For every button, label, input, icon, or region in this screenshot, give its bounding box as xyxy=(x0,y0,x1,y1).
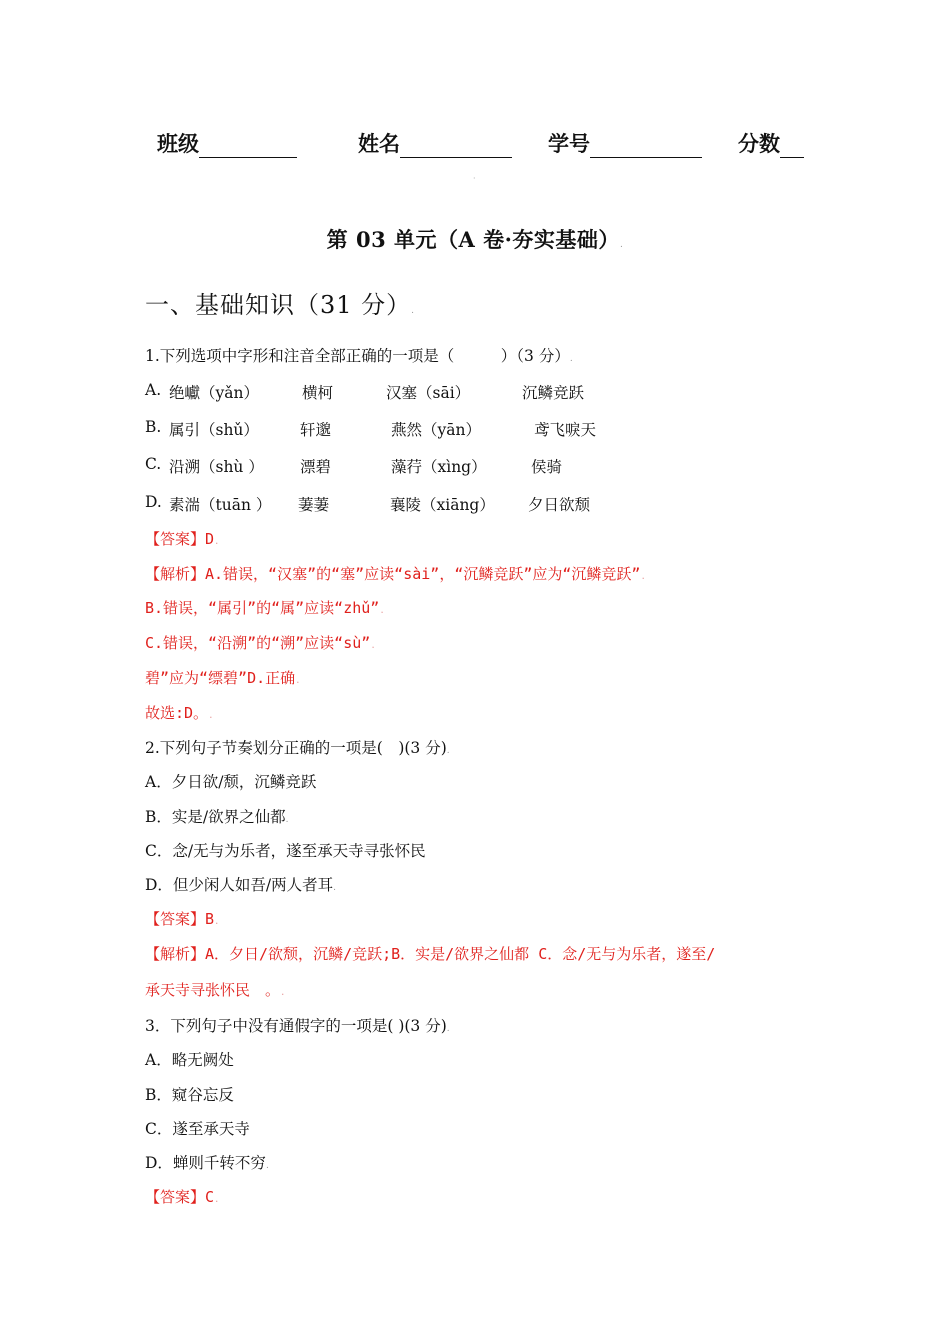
q1-a-item2: 横柯 xyxy=(302,384,334,402)
q1-d-item3: 襄陵（xiāng） xyxy=(390,496,495,514)
q1-c-item4: 侯骑 xyxy=(531,458,563,476)
q1-analysis-line1: 【解析】A.错误，“汉塞”的“塞”应读“sài”，“沉鳞竞跃”应为“沉鳞竞跃”. xyxy=(145,565,646,583)
q1-a-item4: 沉鳞竞跃 xyxy=(522,384,585,402)
q2-answer: 【答案】B. xyxy=(145,910,220,928)
q1-c-item1: 沿溯（shù ） xyxy=(169,458,264,476)
student-id-blank[interactable] xyxy=(590,135,702,158)
q1-b-item2: 轩邈 xyxy=(300,421,332,439)
q1-d-item1: 素湍（tuān ） xyxy=(169,496,272,514)
paragraph-mark: · xyxy=(473,174,476,183)
student-id-label: 学号 xyxy=(548,132,590,156)
score-field[interactable] xyxy=(738,128,804,158)
q1-option-a: A. 绝巘（yǎn） 横柯 汉塞（sāi） 沉鳞竞跃 xyxy=(145,381,585,402)
class-blank[interactable] xyxy=(199,135,297,158)
score-label: 分数 xyxy=(738,132,780,156)
class-field[interactable] xyxy=(157,128,297,158)
score-blank[interactable] xyxy=(780,135,804,158)
q3-option-a: A．略无阙处 xyxy=(145,1051,234,1069)
q3-stem: 3．下列句子中没有通假字的一项是( )(3 分). xyxy=(145,1017,450,1035)
q1-stem: 1.下列选项中字形和注音全部正确的一项是（ ）（3 分）. xyxy=(145,347,573,365)
name-label: 姓名 xyxy=(358,132,400,156)
q2-analysis-line1: 【解析】A．夕日/欲颓，沉鳞/竞跃;B．实是/欲界之仙都 C．念/无与为乐者，遂至/ xyxy=(145,945,716,963)
q2-option-d: D．但少闲人如吾/两人者耳. xyxy=(145,876,337,894)
q1-option-d: D. 素湍（tuān ） 萋萋 襄陵（xiāng） 夕日欲颓 xyxy=(145,493,591,514)
q2-analysis-line2: 承天寺寻张怀民 。. xyxy=(145,981,286,999)
q2-option-a: A．夕日欲/颓，沉鳞竞跃 xyxy=(145,773,317,791)
name-blank[interactable] xyxy=(400,135,512,158)
q1-a-item1: 绝巘（yǎn） xyxy=(169,384,259,402)
q1-c-item2: 漂碧 xyxy=(300,458,332,476)
section-title: 一、基础知识（31 分）. xyxy=(145,291,416,319)
q1-a-item3: 汉塞（sāi） xyxy=(386,384,471,402)
q1-analysis-line2: B.错误，“属引”的“属”应读“zhǔ”. xyxy=(145,599,385,617)
q3-option-b: B．窥谷忘反 xyxy=(145,1086,234,1104)
q1-b-item4: 鸢飞唳天 xyxy=(534,421,597,439)
q3-option-d: D．蝉则千转不穷. xyxy=(145,1154,269,1172)
name-field[interactable] xyxy=(358,128,512,158)
q1-analysis-line5: 故选:D。. xyxy=(145,704,214,722)
q1-analysis-line4: 碧”应为“缥碧”D.正确. xyxy=(145,669,301,687)
class-label: 班级 xyxy=(157,132,199,156)
q2-option-b: B．实是/欲界之仙都. xyxy=(145,808,289,826)
q3-answer: 【答案】C. xyxy=(145,1188,220,1206)
student-info-fields xyxy=(0,128,950,168)
q1-d-item4: 夕日欲颓 xyxy=(528,496,591,514)
q2-stem: 2.下列句子节奏划分正确的一项是( )(3 分). xyxy=(145,739,450,757)
q3-option-c: C．遂至承天寺 xyxy=(145,1120,250,1138)
q1-c-item3: 藻荇（xìng） xyxy=(391,458,487,476)
q1-d-item2: 萋萋 xyxy=(298,496,330,514)
student-id-field[interactable] xyxy=(548,128,702,158)
q1-answer: 【答案】D. xyxy=(145,530,220,548)
unit-title: 第 03 单元（A 卷·夯实基础）. xyxy=(326,227,624,252)
q1-b-item1: 属引（shǔ） xyxy=(169,421,259,439)
q1-analysis-line3: C.错误，“沿溯”的“溯”应读“sù”. xyxy=(145,634,376,652)
q1-option-b: B. 属引（shǔ） 轩邈 燕然（yān） 鸢飞唳天 xyxy=(145,418,597,439)
q2-option-c: C．念/无与为乐者，遂至承天寺寻张怀民 xyxy=(145,842,426,860)
q1-option-c: C. 沿溯（shù ） 漂碧 藻荇（xìng） 侯骑 xyxy=(145,455,563,476)
q1-b-item3: 燕然（yān） xyxy=(391,421,481,439)
